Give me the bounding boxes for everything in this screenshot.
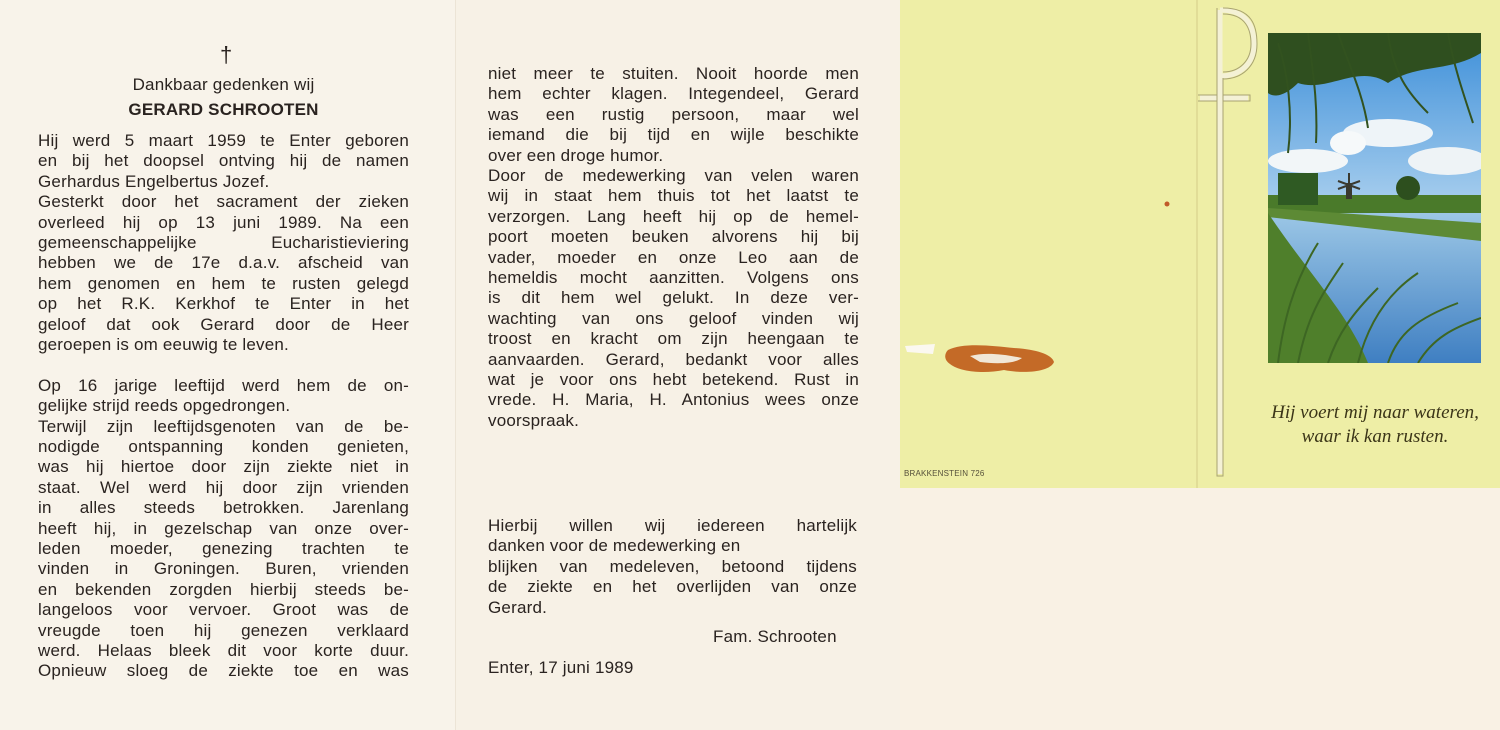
text-line: geloof dat ook Gerard door de Heer (38, 314, 409, 334)
small-stain (1163, 200, 1171, 208)
text-line: hem genomen en hem te rusten gelegd (38, 273, 409, 293)
text-line: gelijke strijd reeds opgedrongen. (38, 396, 291, 416)
text-line: vader, moeder en onze Leo aan de (488, 247, 859, 267)
text-line: voorspraak. (488, 410, 580, 430)
text-line: poort moeten beuken alvorens hij bij (488, 227, 859, 247)
text-line: was hij hiertoe door zijn ziekte niet in (38, 457, 409, 477)
signature: Fam. Schrooten (713, 627, 837, 646)
text-line: niet meer te stuiten. Nooit hoorde men (488, 64, 859, 83)
tape-stain (944, 340, 1056, 376)
text-line: overleed hij op 13 juni 1989. Na een (38, 212, 409, 232)
text-line: nodigde ontspanning konden genieten, (38, 437, 409, 456)
text-line: de ziekte en het overlijden van onze (488, 577, 857, 597)
text-line: hemeldis mocht aanzitten. Volgens ons (488, 268, 859, 287)
text-line: op het R.K. Kerkhof te Enter in het (38, 294, 409, 314)
deceased-name: GERARD SCHROOTEN (128, 100, 319, 119)
paper-scrap (905, 342, 937, 356)
text-line: hem echter klagen. Integendeel, Gerard (488, 84, 859, 104)
quote-line-1: Hij voert mij naar wateren, (1271, 402, 1479, 423)
text-line: Opnieuw sloeg de ziekte toe en was (38, 661, 409, 681)
text-line: wij in staat hem thuis tot het laatst te (488, 186, 859, 206)
text-line: iemand die bij tijd en wijle beschikte (488, 125, 859, 145)
text-line: Terwijl zijn leeftijdsgenoten van de be- (38, 416, 409, 436)
text-line: aanvaarden. Gerard, bedankt voor alles (488, 349, 859, 369)
text-line: over een droge humor. (488, 145, 664, 165)
text-line: danken voor de medewerking en (488, 536, 741, 556)
text-line: en bij het doopsel ontving hij de namen (38, 151, 409, 171)
text-line: verzorgen. Lang heeft hij op de hemel- (488, 206, 859, 226)
text-line: Gesterkt door het sacrament der zieken (38, 192, 409, 212)
text-line: wat je voor ons hebt betekend. Rust in (488, 370, 859, 389)
text-line: werd. Helaas bleek dit voor korte duur. (38, 641, 409, 660)
text-line: geroepen is om eeuwig te leven. (38, 335, 289, 354)
text-line: in alles steeds betrokken. Jarenlang (38, 498, 409, 518)
text-line: Hierbij willen wij iedereen hartelijk (488, 516, 857, 535)
text-line: vinden in Groningen. Buren, vrienden (38, 559, 409, 579)
text-line: troost en kracht om zijn heengaan te (488, 329, 859, 349)
text-line: blijken van medeleven, betoond tijdens (488, 556, 857, 576)
text-line: langeloos voor vervoer. Groot was de (38, 600, 409, 620)
text-line: was een rustig persoon, maar wel (488, 104, 859, 124)
text-line: is dit hem wel gelukt. In deze ver- (488, 288, 859, 308)
text-line: Gerard. (488, 597, 548, 617)
text-line: hebben we de 17e d.a.v. afscheid van (38, 253, 409, 273)
text-line: Hij werd 5 maart 1959 te Enter geboren (38, 131, 409, 150)
landscape-photo (1268, 33, 1481, 363)
quote-line-2: waar ik kan rusten. (1301, 426, 1449, 447)
text-line: staat. Wel werd hij door zijn vrienden (38, 477, 409, 497)
text-line: gemeenschappelijke Eucharistieviering (38, 233, 409, 252)
text-line: vrede. H. Maria, H. Antonius wees onze (488, 390, 859, 410)
text-line: heeft hij, in gezelschap van onze over- (38, 518, 409, 538)
text-line: Gerhardus Engelbertus Jozef. (38, 171, 270, 191)
cross-symbol: † (220, 42, 233, 67)
heading: Dankbaar gedenken wij (132, 75, 315, 94)
text-line: vreugde toen hij genezen verklaard (38, 620, 409, 640)
text-line: Door de medewerking van velen waren (488, 166, 859, 185)
text-line: en bekenden zorgden hierbij steeds be- (38, 579, 409, 599)
text-line: leden moeder, genezing trachten te (38, 539, 409, 558)
print-code: BRAKKENSTEIN 726 (904, 469, 985, 478)
place-date: Enter, 17 juni 1989 (488, 658, 634, 677)
text-line: wachting van ons geloof vinden wij (488, 308, 859, 328)
text-line: Op 16 jarige leeftijd werd hem de on- (38, 375, 409, 395)
